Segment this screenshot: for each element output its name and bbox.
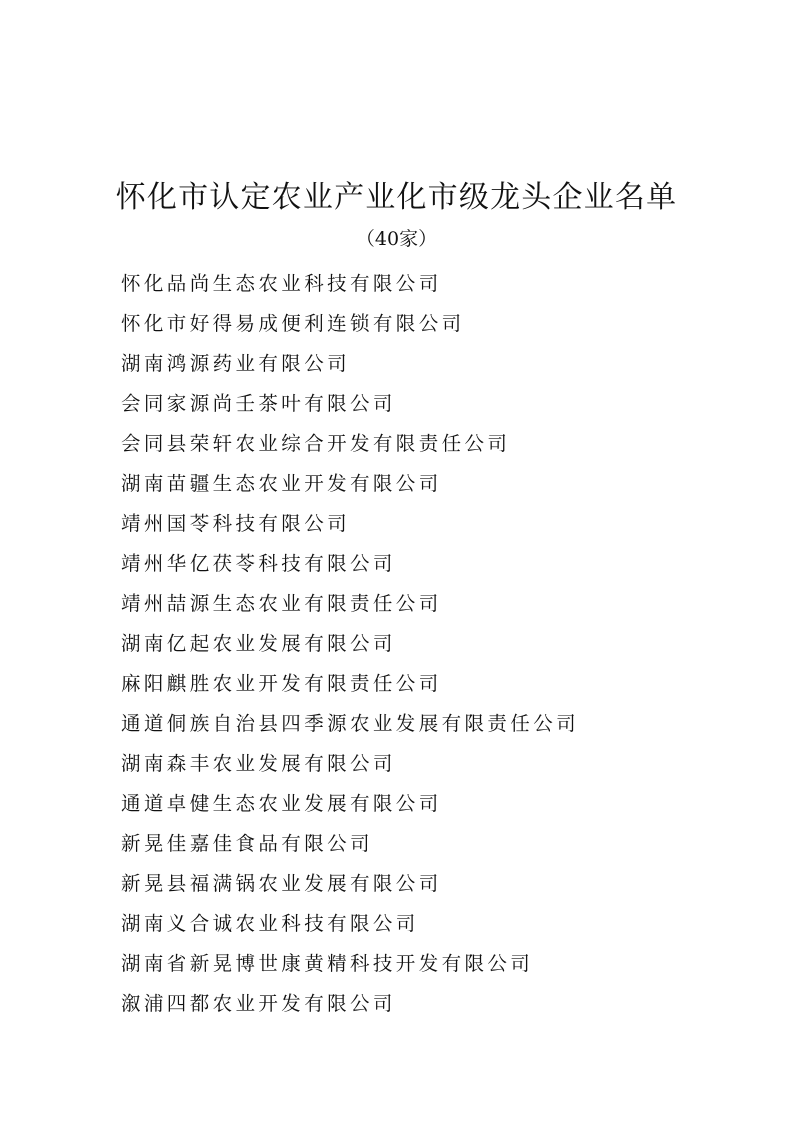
page-title: 怀化市认定农业产业化市级龙头企业名单 xyxy=(115,180,678,215)
list-item: 湖南义合诚农业科技有限公司 xyxy=(121,912,419,935)
list-item: 新晃县福满锅农业发展有限公司 xyxy=(121,872,442,895)
list-item: 靖州喆源生态农业有限责任公司 xyxy=(121,592,442,615)
company-count: （40家） xyxy=(355,228,438,250)
list-item: 靖州华亿茯苓科技有限公司 xyxy=(121,552,396,575)
list-item: 湖南鸿源药业有限公司 xyxy=(121,352,351,375)
list-item: 湖南省新晃博世康黄精科技开发有限公司 xyxy=(121,952,534,975)
list-item: 新晃佳嘉佳食品有限公司 xyxy=(121,832,373,855)
list-item: 湖南亿起农业发展有限公司 xyxy=(121,632,396,655)
list-item: 湖南森丰农业发展有限公司 xyxy=(121,752,396,775)
list-item: 会同家源尚壬茶叶有限公司 xyxy=(121,392,396,415)
list-item: 靖州国苓科技有限公司 xyxy=(121,512,351,535)
list-item: 通道侗族自治县四季源农业发展有限责任公司 xyxy=(121,712,580,735)
list-item: 怀化品尚生态农业科技有限公司 xyxy=(121,272,442,295)
list-item: 会同县荣轩农业综合开发有限责任公司 xyxy=(121,432,511,455)
list-item: 通道卓健生态农业发展有限公司 xyxy=(121,792,442,815)
company-list xyxy=(121,264,579,1024)
list-item: 湖南苗疆生态农业开发有限公司 xyxy=(121,472,442,495)
list-item: 怀化市好得易成便利连锁有限公司 xyxy=(121,312,465,335)
list-item: 麻阳麒胜农业开发有限责任公司 xyxy=(121,672,442,695)
list-item: 溆浦四都农业开发有限公司 xyxy=(121,992,396,1015)
